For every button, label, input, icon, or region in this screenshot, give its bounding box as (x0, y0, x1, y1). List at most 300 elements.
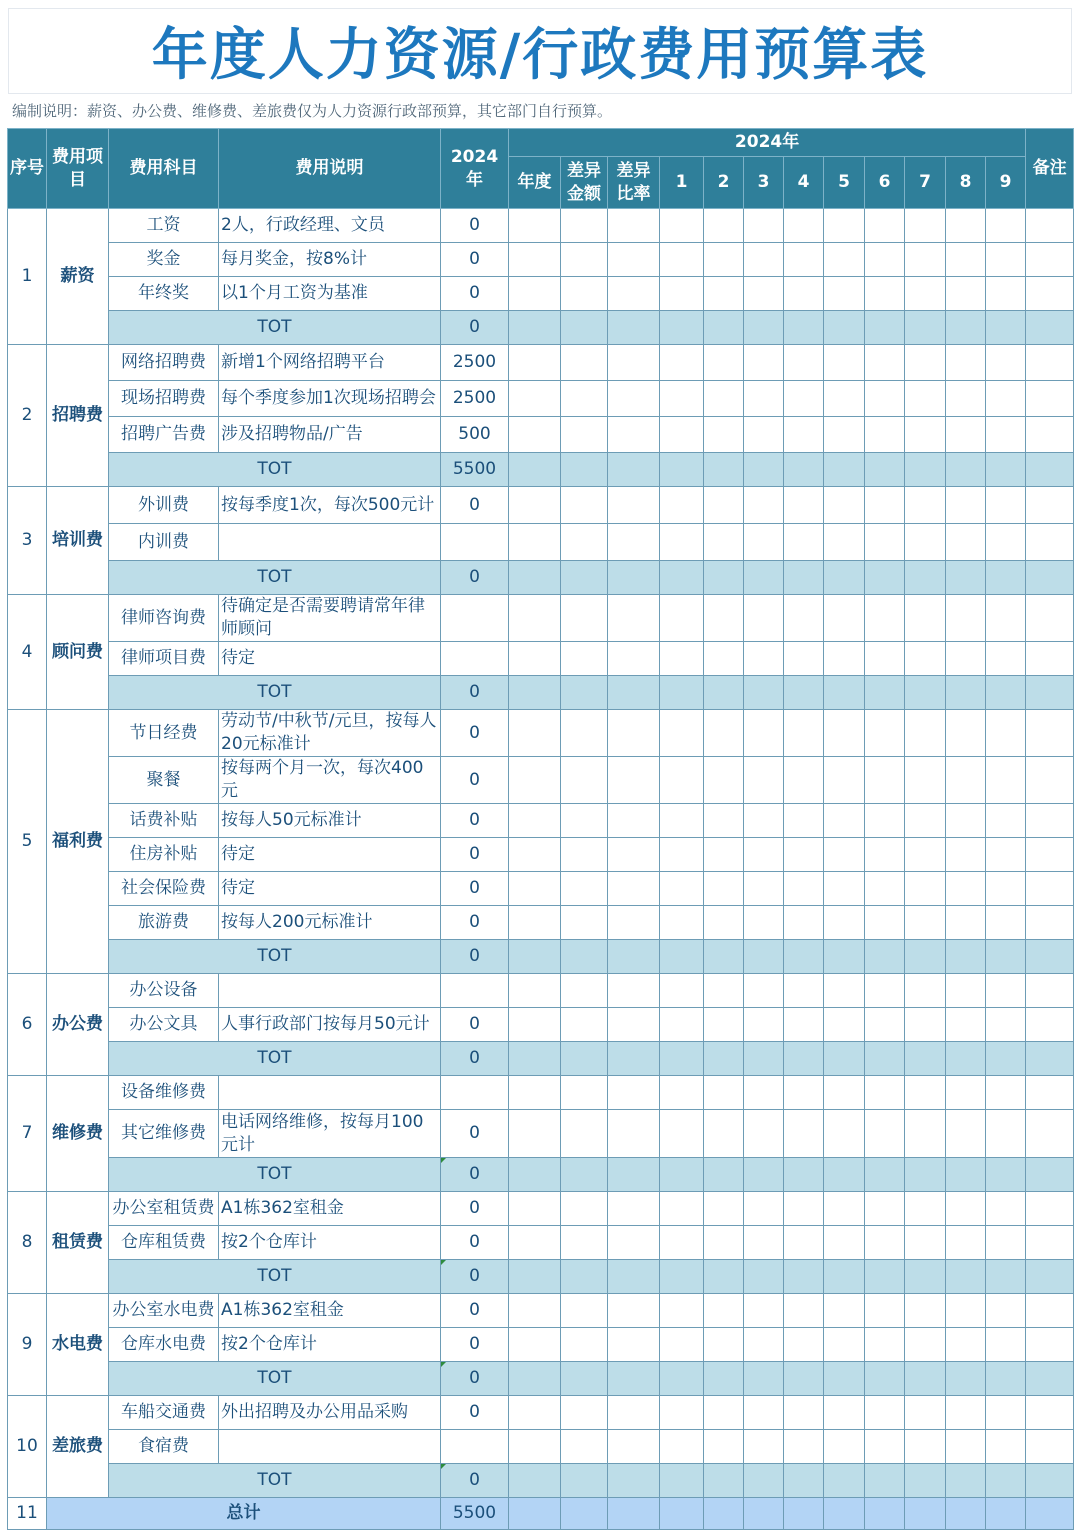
table-cell[interactable] (784, 1110, 824, 1158)
table-cell[interactable] (744, 757, 784, 804)
table-cell[interactable] (744, 209, 784, 243)
table-cell[interactable] (784, 561, 824, 595)
table-cell[interactable] (608, 974, 660, 1008)
table-cell[interactable] (509, 1158, 561, 1192)
table-cell[interactable] (905, 906, 946, 940)
table-cell[interactable] (704, 1362, 744, 1396)
table-cell[interactable] (865, 277, 905, 311)
table-cell[interactable] (824, 487, 865, 524)
table-cell[interactable] (905, 487, 946, 524)
table-cell[interactable] (824, 757, 865, 804)
annual-2024-cell[interactable]: 0 (441, 1396, 509, 1430)
table-cell[interactable] (660, 1042, 704, 1076)
table-cell[interactable] (905, 1158, 946, 1192)
table-cell[interactable] (561, 804, 608, 838)
table-cell[interactable] (660, 1226, 704, 1260)
table-cell[interactable] (561, 1260, 608, 1294)
annual-2024-cell[interactable]: 0 (441, 1294, 509, 1328)
table-cell[interactable] (509, 906, 561, 940)
table-cell[interactable] (824, 453, 865, 487)
table-cell[interactable] (660, 487, 704, 524)
table-cell[interactable] (865, 1260, 905, 1294)
table-cell[interactable] (1026, 710, 1074, 757)
table-cell[interactable] (704, 940, 744, 974)
table-cell[interactable] (946, 906, 986, 940)
subject-cell[interactable]: 仓库租赁费 (109, 1226, 219, 1260)
table-cell[interactable] (509, 381, 561, 417)
description-cell[interactable]: 以1个月工资为基准 (219, 277, 441, 311)
annual-2024-cell[interactable]: 0 (441, 1110, 509, 1158)
table-cell[interactable] (744, 417, 784, 453)
table-cell[interactable] (946, 487, 986, 524)
table-cell[interactable] (784, 1076, 824, 1110)
table-cell[interactable] (865, 1226, 905, 1260)
table-cell[interactable] (509, 277, 561, 311)
table-cell[interactable] (824, 417, 865, 453)
table-cell[interactable] (509, 524, 561, 561)
table-cell[interactable] (865, 838, 905, 872)
table-cell[interactable] (905, 311, 946, 345)
table-cell[interactable] (824, 1362, 865, 1396)
table-cell[interactable] (704, 1042, 744, 1076)
table-cell[interactable] (704, 757, 744, 804)
table-cell[interactable] (509, 710, 561, 757)
table-cell[interactable] (660, 1498, 704, 1530)
table-cell[interactable] (784, 595, 824, 642)
annual-2024-cell[interactable]: 0 (441, 906, 509, 940)
table-cell[interactable] (865, 1362, 905, 1396)
table-cell[interactable] (1026, 1430, 1074, 1464)
table-cell[interactable] (865, 243, 905, 277)
table-cell[interactable] (660, 974, 704, 1008)
table-cell[interactable] (905, 974, 946, 1008)
table-cell[interactable] (946, 524, 986, 561)
table-cell[interactable] (784, 710, 824, 757)
table-cell[interactable] (561, 311, 608, 345)
table-cell[interactable] (608, 710, 660, 757)
table-cell[interactable] (704, 1226, 744, 1260)
table-cell[interactable] (608, 1110, 660, 1158)
table-cell[interactable] (865, 757, 905, 804)
table-cell[interactable] (865, 872, 905, 906)
table-cell[interactable] (986, 1464, 1026, 1498)
table-cell[interactable] (865, 1430, 905, 1464)
table-cell[interactable] (946, 838, 986, 872)
table-cell[interactable] (608, 1294, 660, 1328)
table-cell[interactable] (986, 1396, 1026, 1430)
table-cell[interactable] (704, 1498, 744, 1530)
subject-cell[interactable]: 住房补贴 (109, 838, 219, 872)
table-cell[interactable] (824, 1260, 865, 1294)
table-cell[interactable] (986, 838, 1026, 872)
annual-2024-cell[interactable]: 2500 (441, 381, 509, 417)
table-cell[interactable] (986, 453, 1026, 487)
table-cell[interactable] (986, 642, 1026, 676)
table-cell[interactable] (509, 974, 561, 1008)
annual-2024-cell[interactable]: 0 (441, 710, 509, 757)
subject-cell[interactable]: 律师咨询费 (109, 595, 219, 642)
annual-2024-cell[interactable]: 0 (441, 838, 509, 872)
table-cell[interactable] (509, 1498, 561, 1530)
table-cell[interactable] (561, 974, 608, 1008)
table-cell[interactable] (1026, 381, 1074, 417)
table-cell[interactable] (509, 804, 561, 838)
table-cell[interactable] (1026, 524, 1074, 561)
table-cell[interactable] (986, 417, 1026, 453)
table-cell[interactable] (660, 1192, 704, 1226)
table-cell[interactable] (986, 561, 1026, 595)
table-cell[interactable] (1026, 1396, 1074, 1430)
table-cell[interactable] (905, 940, 946, 974)
table-cell[interactable] (784, 487, 824, 524)
annual-2024-cell[interactable]: 0 (441, 1192, 509, 1226)
table-cell[interactable] (509, 1260, 561, 1294)
table-cell[interactable] (704, 1328, 744, 1362)
table-cell[interactable] (561, 1498, 608, 1530)
subject-cell[interactable]: 办公室租赁费 (109, 1192, 219, 1226)
table-cell[interactable] (986, 1158, 1026, 1192)
table-cell[interactable] (946, 1328, 986, 1362)
table-cell[interactable] (865, 1498, 905, 1530)
table-cell[interactable] (509, 757, 561, 804)
table-cell[interactable] (986, 974, 1026, 1008)
table-cell[interactable] (608, 1464, 660, 1498)
table-cell[interactable] (660, 417, 704, 453)
table-cell[interactable] (744, 1192, 784, 1226)
table-cell[interactable] (561, 757, 608, 804)
subject-cell[interactable]: 话费补贴 (109, 804, 219, 838)
description-cell[interactable]: 人事行政部门按每月50元计 (219, 1008, 441, 1042)
subtotal-value[interactable]: 0 (441, 1464, 509, 1498)
table-cell[interactable] (509, 1430, 561, 1464)
table-cell[interactable] (744, 381, 784, 417)
table-cell[interactable] (1026, 1362, 1074, 1396)
table-cell[interactable] (865, 1158, 905, 1192)
table-cell[interactable] (986, 1226, 1026, 1260)
table-cell[interactable] (986, 1498, 1026, 1530)
table-cell[interactable] (608, 277, 660, 311)
subject-cell[interactable]: 工资 (109, 209, 219, 243)
table-cell[interactable] (865, 417, 905, 453)
table-cell[interactable] (865, 804, 905, 838)
table-cell[interactable] (744, 1260, 784, 1294)
table-cell[interactable] (986, 1430, 1026, 1464)
table-cell[interactable] (986, 804, 1026, 838)
table-cell[interactable] (704, 1192, 744, 1226)
table-cell[interactable] (824, 804, 865, 838)
table-cell[interactable] (784, 417, 824, 453)
table-cell[interactable] (824, 561, 865, 595)
table-cell[interactable] (1026, 1226, 1074, 1260)
table-cell[interactable] (784, 1328, 824, 1362)
table-cell[interactable] (509, 243, 561, 277)
table-cell[interactable] (660, 1008, 704, 1042)
table-cell[interactable] (986, 1260, 1026, 1294)
table-cell[interactable] (561, 524, 608, 561)
table-cell[interactable] (865, 642, 905, 676)
table-cell[interactable] (704, 1076, 744, 1110)
table-cell[interactable] (608, 1430, 660, 1464)
table-cell[interactable] (744, 642, 784, 676)
subject-cell[interactable]: 车船交通费 (109, 1396, 219, 1430)
table-cell[interactable] (1026, 1498, 1074, 1530)
table-cell[interactable] (946, 1260, 986, 1294)
subject-cell[interactable]: 现场招聘费 (109, 381, 219, 417)
description-cell[interactable]: 外出招聘及办公用品采购 (219, 1396, 441, 1430)
table-cell[interactable] (744, 872, 784, 906)
table-cell[interactable] (1026, 311, 1074, 345)
table-cell[interactable] (704, 561, 744, 595)
table-cell[interactable] (986, 872, 1026, 906)
table-cell[interactable] (824, 906, 865, 940)
table-cell[interactable] (986, 906, 1026, 940)
table-cell[interactable] (784, 453, 824, 487)
table-cell[interactable] (784, 381, 824, 417)
description-cell[interactable] (219, 524, 441, 561)
table-cell[interactable] (784, 1042, 824, 1076)
table-cell[interactable] (704, 872, 744, 906)
table-cell[interactable] (704, 1294, 744, 1328)
table-cell[interactable] (608, 1158, 660, 1192)
table-cell[interactable] (905, 710, 946, 757)
table-cell[interactable] (1026, 595, 1074, 642)
table-cell[interactable] (824, 1226, 865, 1260)
annual-2024-cell[interactable] (441, 974, 509, 1008)
table-cell[interactable] (824, 838, 865, 872)
table-cell[interactable] (704, 974, 744, 1008)
table-cell[interactable] (1026, 1294, 1074, 1328)
table-cell[interactable] (744, 453, 784, 487)
table-cell[interactable] (946, 277, 986, 311)
table-cell[interactable] (660, 277, 704, 311)
table-cell[interactable] (905, 1498, 946, 1530)
subtotal-value[interactable]: 0 (441, 1158, 509, 1192)
subject-cell[interactable]: 奖金 (109, 243, 219, 277)
table-cell[interactable] (784, 311, 824, 345)
table-cell[interactable] (784, 940, 824, 974)
description-cell[interactable]: 待确定是否需要聘请常年律师顾问 (219, 595, 441, 642)
description-cell[interactable]: 每月奖金，按8%计 (219, 243, 441, 277)
subtotal-value[interactable]: 0 (441, 1260, 509, 1294)
table-cell[interactable] (744, 561, 784, 595)
table-cell[interactable] (744, 1396, 784, 1430)
subject-cell[interactable]: 节日经费 (109, 710, 219, 757)
annual-2024-cell[interactable]: 0 (441, 872, 509, 906)
table-cell[interactable] (608, 1362, 660, 1396)
table-cell[interactable] (905, 1362, 946, 1396)
table-cell[interactable] (660, 1430, 704, 1464)
table-cell[interactable] (905, 872, 946, 906)
table-cell[interactable] (946, 1008, 986, 1042)
table-cell[interactable] (946, 381, 986, 417)
table-cell[interactable] (744, 1498, 784, 1530)
table-cell[interactable] (986, 1076, 1026, 1110)
table-cell[interactable] (986, 311, 1026, 345)
table-cell[interactable] (744, 940, 784, 974)
table-cell[interactable] (905, 381, 946, 417)
subject-cell[interactable]: 办公文具 (109, 1008, 219, 1042)
table-cell[interactable] (784, 838, 824, 872)
table-cell[interactable] (865, 1076, 905, 1110)
table-cell[interactable] (905, 561, 946, 595)
table-cell[interactable] (509, 1396, 561, 1430)
table-cell[interactable] (784, 1396, 824, 1430)
table-cell[interactable] (744, 838, 784, 872)
table-cell[interactable] (660, 906, 704, 940)
table-cell[interactable] (986, 209, 1026, 243)
table-cell[interactable] (561, 1158, 608, 1192)
table-cell[interactable] (824, 940, 865, 974)
table-cell[interactable] (946, 642, 986, 676)
table-cell[interactable] (561, 1362, 608, 1396)
table-cell[interactable] (784, 1464, 824, 1498)
table-cell[interactable] (946, 209, 986, 243)
description-cell[interactable]: 待定 (219, 642, 441, 676)
table-cell[interactable] (784, 1158, 824, 1192)
table-cell[interactable] (704, 345, 744, 381)
table-cell[interactable] (865, 1294, 905, 1328)
description-cell[interactable]: 按每人50元标准计 (219, 804, 441, 838)
table-cell[interactable] (784, 524, 824, 561)
table-cell[interactable] (509, 1076, 561, 1110)
table-cell[interactable] (824, 1076, 865, 1110)
table-cell[interactable] (865, 209, 905, 243)
table-cell[interactable] (1026, 209, 1074, 243)
table-cell[interactable] (509, 940, 561, 974)
subject-cell[interactable]: 聚餐 (109, 757, 219, 804)
table-cell[interactable] (561, 453, 608, 487)
table-cell[interactable] (561, 642, 608, 676)
table-cell[interactable] (784, 1226, 824, 1260)
table-cell[interactable] (824, 243, 865, 277)
table-cell[interactable] (561, 487, 608, 524)
table-cell[interactable] (744, 1158, 784, 1192)
annual-2024-cell[interactable] (441, 1430, 509, 1464)
table-cell[interactable] (946, 872, 986, 906)
table-cell[interactable] (1026, 1158, 1074, 1192)
table-cell[interactable] (704, 1430, 744, 1464)
table-cell[interactable] (946, 1110, 986, 1158)
table-cell[interactable] (608, 243, 660, 277)
description-cell[interactable]: 2人，行政经理、文员 (219, 209, 441, 243)
table-cell[interactable] (986, 1328, 1026, 1362)
description-cell[interactable]: 按每人200元标准计 (219, 906, 441, 940)
table-cell[interactable] (1026, 906, 1074, 940)
subject-cell[interactable]: 外训费 (109, 487, 219, 524)
table-cell[interactable] (704, 1008, 744, 1042)
table-cell[interactable] (905, 1328, 946, 1362)
description-cell[interactable]: 待定 (219, 872, 441, 906)
table-cell[interactable] (704, 838, 744, 872)
table-cell[interactable] (905, 1430, 946, 1464)
table-cell[interactable] (905, 757, 946, 804)
table-cell[interactable] (608, 311, 660, 345)
table-cell[interactable] (784, 642, 824, 676)
annual-2024-cell[interactable]: 2500 (441, 345, 509, 381)
table-cell[interactable] (608, 595, 660, 642)
table-cell[interactable] (946, 311, 986, 345)
subject-cell[interactable]: 仓库水电费 (109, 1328, 219, 1362)
table-cell[interactable] (865, 974, 905, 1008)
table-cell[interactable] (946, 1076, 986, 1110)
table-cell[interactable] (608, 1042, 660, 1076)
table-cell[interactable] (824, 872, 865, 906)
table-cell[interactable] (905, 1464, 946, 1498)
subtotal-value[interactable]: 0 (441, 1362, 509, 1396)
table-cell[interactable] (784, 345, 824, 381)
table-cell[interactable] (784, 974, 824, 1008)
table-cell[interactable] (946, 940, 986, 974)
table-cell[interactable] (824, 209, 865, 243)
table-cell[interactable] (744, 974, 784, 1008)
description-cell[interactable]: 涉及招聘物品/广告 (219, 417, 441, 453)
table-cell[interactable] (905, 1076, 946, 1110)
table-cell[interactable] (660, 561, 704, 595)
table-cell[interactable] (608, 1076, 660, 1110)
table-cell[interactable] (744, 1008, 784, 1042)
table-cell[interactable] (986, 710, 1026, 757)
table-cell[interactable] (704, 1464, 744, 1498)
table-cell[interactable] (608, 676, 660, 710)
table-cell[interactable] (865, 676, 905, 710)
table-cell[interactable] (905, 524, 946, 561)
table-cell[interactable] (509, 311, 561, 345)
table-cell[interactable] (608, 453, 660, 487)
table-cell[interactable] (561, 1192, 608, 1226)
table-cell[interactable] (509, 642, 561, 676)
table-cell[interactable] (608, 757, 660, 804)
table-cell[interactable] (660, 804, 704, 838)
table-cell[interactable] (660, 1076, 704, 1110)
table-cell[interactable] (744, 311, 784, 345)
table-cell[interactable] (704, 209, 744, 243)
table-cell[interactable] (865, 595, 905, 642)
table-cell[interactable] (561, 1042, 608, 1076)
table-cell[interactable] (561, 417, 608, 453)
table-cell[interactable] (946, 561, 986, 595)
table-cell[interactable] (608, 487, 660, 524)
subject-cell[interactable]: 招聘广告费 (109, 417, 219, 453)
table-cell[interactable] (986, 487, 1026, 524)
table-cell[interactable] (1026, 1110, 1074, 1158)
description-cell[interactable]: A1栋362室租金 (219, 1294, 441, 1328)
table-cell[interactable] (660, 209, 704, 243)
table-cell[interactable] (784, 243, 824, 277)
table-cell[interactable] (509, 345, 561, 381)
table-cell[interactable] (561, 1294, 608, 1328)
table-cell[interactable] (986, 1110, 1026, 1158)
table-cell[interactable] (986, 381, 1026, 417)
table-cell[interactable] (561, 345, 608, 381)
subject-cell[interactable]: 网络招聘费 (109, 345, 219, 381)
table-cell[interactable] (1026, 940, 1074, 974)
table-cell[interactable] (986, 243, 1026, 277)
annual-2024-cell[interactable] (441, 1076, 509, 1110)
table-cell[interactable] (660, 345, 704, 381)
table-cell[interactable] (509, 1110, 561, 1158)
table-cell[interactable] (704, 487, 744, 524)
description-cell[interactable]: 待定 (219, 838, 441, 872)
table-cell[interactable] (905, 804, 946, 838)
table-cell[interactable] (946, 1226, 986, 1260)
table-cell[interactable] (744, 1362, 784, 1396)
table-cell[interactable] (561, 1430, 608, 1464)
table-cell[interactable] (1026, 561, 1074, 595)
table-cell[interactable] (660, 710, 704, 757)
table-cell[interactable] (905, 1042, 946, 1076)
table-cell[interactable] (784, 676, 824, 710)
table-cell[interactable] (509, 487, 561, 524)
